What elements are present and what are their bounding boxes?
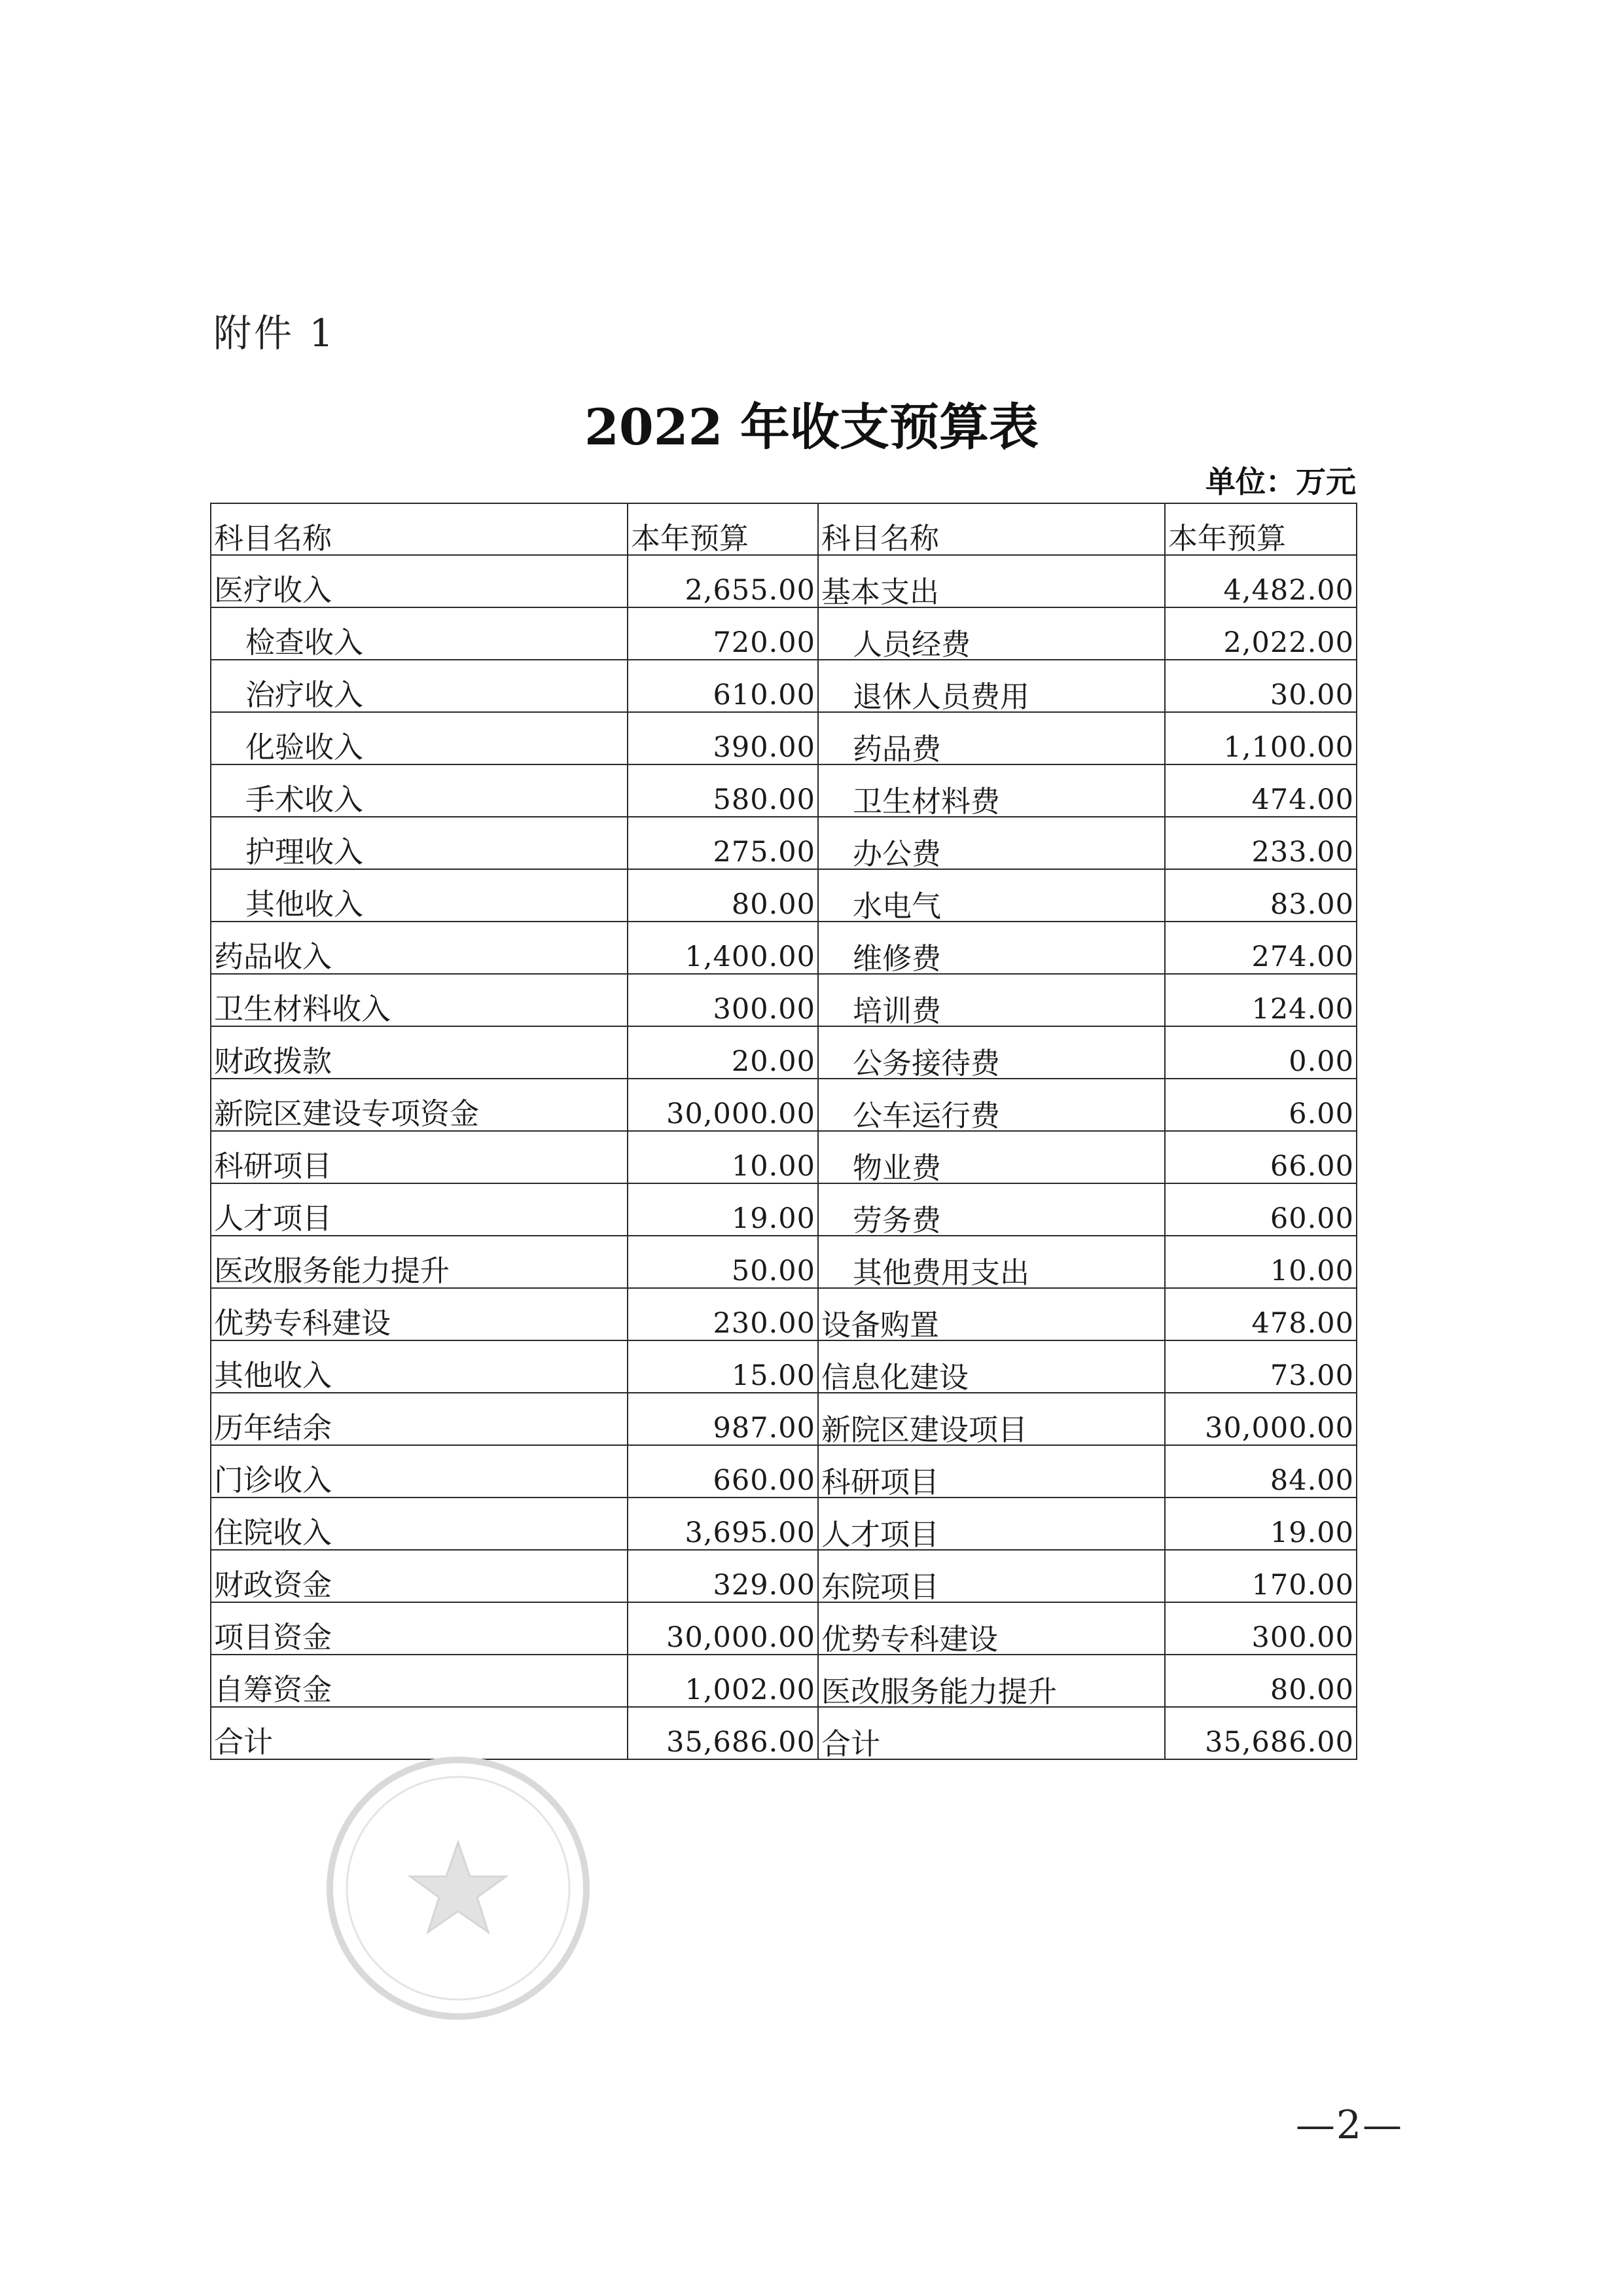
expense-item-cell: 人员经费	[818, 607, 1165, 660]
expense-amount-cell: 474.00	[1165, 764, 1357, 817]
income-amount-cell: 3,695.00	[628, 1498, 818, 1550]
income-item-cell: 其他收入	[211, 1340, 628, 1393]
expense-item-cell: 退休人员费用	[818, 660, 1165, 712]
income-item-cell: 人才项目	[211, 1183, 628, 1236]
table-row	[211, 922, 1357, 974]
table-row	[211, 817, 1357, 869]
income-amount-cell: 50.00	[628, 1236, 818, 1288]
income-amount-cell: 390.00	[628, 712, 818, 764]
income-amount-cell: 15.00	[628, 1340, 818, 1393]
income-amount-cell: 10.00	[628, 1131, 818, 1183]
budget-table-body	[211, 555, 1357, 1759]
income-item-cell: 财政拨款	[211, 1026, 628, 1079]
unit-label: 单位：万元	[1205, 464, 1356, 499]
expense-amount-cell: 274.00	[1165, 922, 1357, 974]
income-amount-cell: 660.00	[628, 1445, 818, 1498]
table-row	[211, 764, 1357, 817]
expense-amount-cell: 80.00	[1165, 1655, 1357, 1707]
income-item-cell: 药品收入	[211, 922, 628, 974]
income-amount-cell: 720.00	[628, 607, 818, 660]
income-item-cell: 历年结余	[211, 1393, 628, 1445]
income-item-cell: 护理收入	[211, 817, 628, 869]
income-amount-cell: 20.00	[628, 1026, 818, 1079]
expense-amount-cell: 60.00	[1165, 1183, 1357, 1236]
expense-item-cell: 信息化建设	[818, 1340, 1165, 1393]
expense-item-cell: 东院项目	[818, 1550, 1165, 1602]
expense-item-cell: 水电气	[818, 869, 1165, 922]
income-item-cell: 手术收入	[211, 764, 628, 817]
income-amount-cell: 275.00	[628, 817, 818, 869]
expense-amount-cell: 66.00	[1165, 1131, 1357, 1183]
income-item-cell: 优势专科建设	[211, 1288, 628, 1340]
expense-item-cell: 优势专科建设	[818, 1602, 1165, 1655]
table-row	[211, 607, 1357, 660]
income-amount-cell: 580.00	[628, 764, 818, 817]
income-amount-cell: 30,000.00	[628, 1602, 818, 1655]
expense-amount-cell: 84.00	[1165, 1445, 1357, 1498]
table-row	[211, 1183, 1357, 1236]
expense-amount-cell: 4,482.00	[1165, 555, 1357, 607]
table-row	[211, 1498, 1357, 1550]
expense-amount-cell: 83.00	[1165, 869, 1357, 922]
expense-item-cell: 药品费	[818, 712, 1165, 764]
income-item-cell: 自筹资金	[211, 1655, 628, 1707]
table-row	[211, 1288, 1357, 1340]
income-item-cell: 检查收入	[211, 607, 628, 660]
table-row	[211, 1340, 1357, 1393]
income-item-cell: 合计	[211, 1707, 628, 1759]
table-row	[211, 869, 1357, 922]
expense-amount-cell: 73.00	[1165, 1340, 1357, 1393]
expense-amount-cell: 233.00	[1165, 817, 1357, 869]
official-seal	[321, 1751, 596, 2026]
expense-amount-cell: 35,686.00	[1165, 1707, 1357, 1759]
income-item-cell: 其他收入	[211, 869, 628, 922]
table-row	[211, 1236, 1357, 1288]
table-row	[211, 712, 1357, 764]
income-amount-cell: 230.00	[628, 1288, 818, 1340]
expense-item-cell: 维修费	[818, 922, 1165, 974]
income-amount-cell: 610.00	[628, 660, 818, 712]
income-amount-cell: 19.00	[628, 1183, 818, 1236]
expense-amount-cell: 30,000.00	[1165, 1393, 1357, 1445]
table-row	[211, 1393, 1357, 1445]
table-row	[211, 974, 1357, 1026]
expense-item-cell: 物业费	[818, 1131, 1165, 1183]
income-amount-cell: 30,000.00	[628, 1079, 818, 1131]
expense-item-cell: 人才项目	[818, 1498, 1165, 1550]
table-row	[211, 1550, 1357, 1602]
expense-item-cell: 合计	[818, 1707, 1165, 1759]
income-amount-cell: 1,400.00	[628, 922, 818, 974]
expense-amount-cell: 478.00	[1165, 1288, 1357, 1340]
expense-item-cell: 公车运行费	[818, 1079, 1165, 1131]
table-header-row	[211, 503, 1357, 555]
income-item-cell: 化验收入	[211, 712, 628, 764]
expense-amount-cell: 0.00	[1165, 1026, 1357, 1079]
income-item-cell: 门诊收入	[211, 1445, 628, 1498]
income-amount-cell: 35,686.00	[628, 1707, 818, 1759]
table-row	[211, 555, 1357, 607]
expense-amount-cell: 170.00	[1165, 1550, 1357, 1602]
expense-item-cell: 办公费	[818, 817, 1165, 869]
income-item-cell: 卫生材料收入	[211, 974, 628, 1026]
table-row	[211, 1026, 1357, 1079]
income-amount-cell: 300.00	[628, 974, 818, 1026]
income-item-cell: 科研项目	[211, 1131, 628, 1183]
income-item-cell: 住院收入	[211, 1498, 628, 1550]
income-amount-cell: 2,655.00	[628, 555, 818, 607]
income-item-cell: 治疗收入	[211, 660, 628, 712]
table-row	[211, 1445, 1357, 1498]
expense-item-cell: 公务接待费	[818, 1026, 1165, 1079]
income-amount-cell: 80.00	[628, 869, 818, 922]
expense-amount-cell: 124.00	[1165, 974, 1357, 1026]
table-row	[211, 1131, 1357, 1183]
income-amount-cell: 329.00	[628, 1550, 818, 1602]
page-number: —2—	[1295, 2102, 1403, 2148]
expense-item-cell: 科研项目	[818, 1445, 1165, 1498]
income-item-cell: 财政资金	[211, 1550, 628, 1602]
expense-item-cell: 劳务费	[818, 1183, 1165, 1236]
income-amount-cell: 987.00	[628, 1393, 818, 1445]
expense-amount-cell: 10.00	[1165, 1236, 1357, 1288]
table-row	[211, 660, 1357, 712]
income-item-cell: 医改服务能力提升	[211, 1236, 628, 1288]
income-item-cell: 新院区建设专项资金	[211, 1079, 628, 1131]
expense-item-cell: 其他费用支出	[818, 1236, 1165, 1288]
expense-item-cell: 新院区建设项目	[818, 1393, 1165, 1445]
income-item-cell: 医疗收入	[211, 555, 628, 607]
expense-item-cell: 基本支出	[818, 555, 1165, 607]
expense-item-cell: 设备购置	[818, 1288, 1165, 1340]
expense-amount-cell: 30.00	[1165, 660, 1357, 712]
income-item-cell: 项目资金	[211, 1602, 628, 1655]
income-amount-cell: 1,002.00	[628, 1655, 818, 1707]
expense-amount-cell: 2,022.00	[1165, 607, 1357, 660]
expense-item-cell: 卫生材料费	[818, 764, 1165, 817]
table-row	[211, 1602, 1357, 1655]
budget-table	[210, 503, 1357, 1760]
expense-item-cell: 培训费	[818, 974, 1165, 1026]
table-row	[211, 1079, 1357, 1131]
table-row	[211, 1655, 1357, 1707]
header-expense-item: 科目名称	[818, 503, 1165, 555]
expense-amount-cell: 300.00	[1165, 1602, 1357, 1655]
expense-item-cell: 医改服务能力提升	[818, 1655, 1165, 1707]
expense-amount-cell: 6.00	[1165, 1079, 1357, 1131]
attachment-label: 附件 1	[213, 311, 336, 355]
header-expense-amount: 本年预算	[1165, 503, 1357, 555]
header-income-item: 科目名称	[211, 503, 628, 555]
document-title: 2022 年收支预算表	[584, 398, 1039, 456]
header-income-amount: 本年预算	[628, 503, 818, 555]
expense-amount-cell: 19.00	[1165, 1498, 1357, 1550]
expense-amount-cell: 1,100.00	[1165, 712, 1357, 764]
